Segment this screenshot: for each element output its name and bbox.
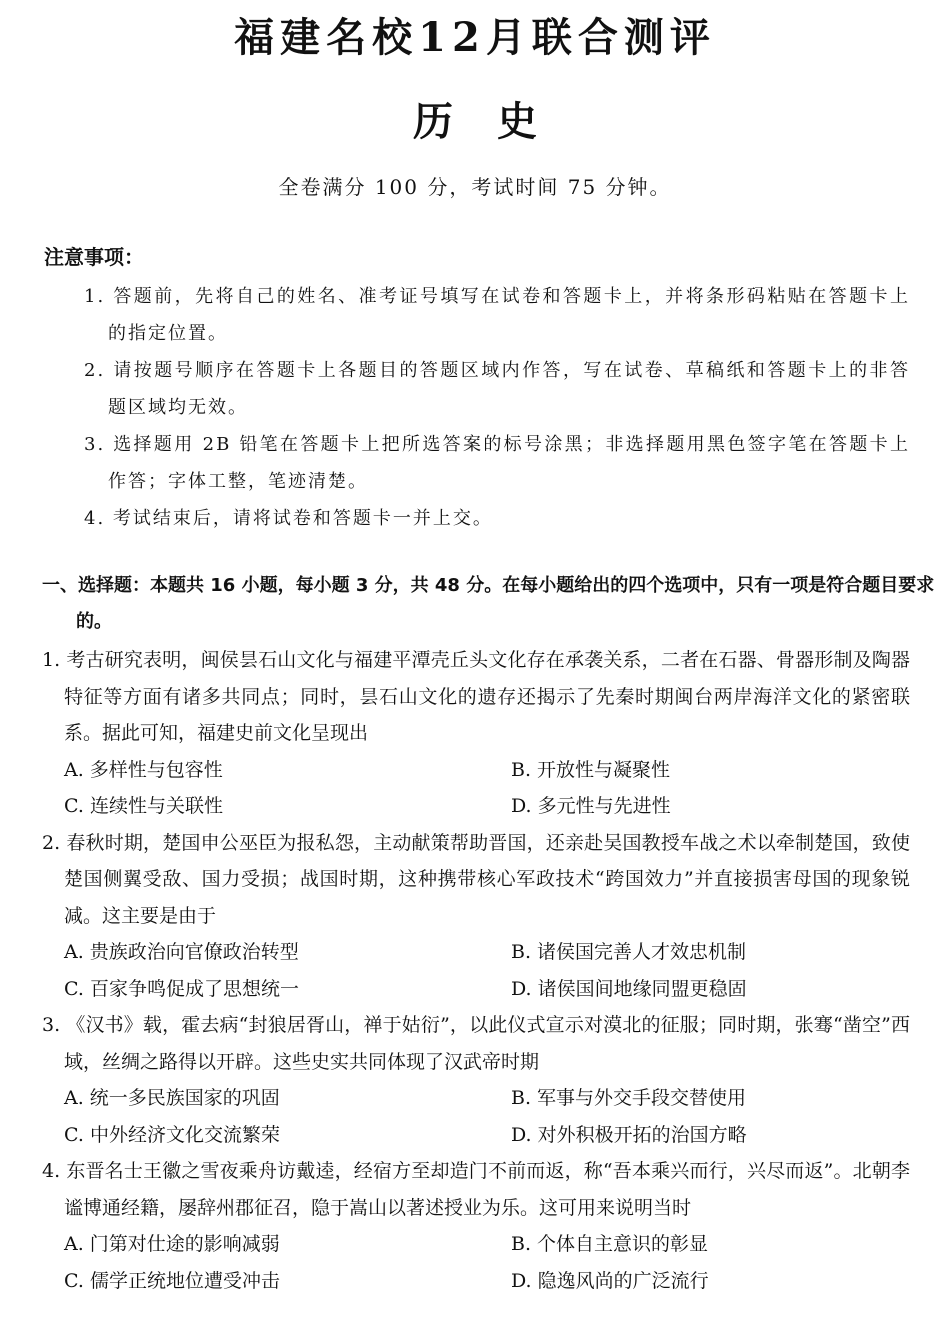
option-c: C. 中外经济文化交流繁荣 [64,1123,280,1146]
notice-heading: 注意事项： [44,245,144,269]
question-1 [42,642,910,825]
option-row [42,1226,910,1263]
question-stem: 3. 《汉书》载，霍去病“封狼居胥山，禅于姑衍”，以此仪式宣示对漠北的征服；同时期，张骞“凿空”西域，丝绸之路得以开辟。这些史实共同体现了汉武帝时期 [42,1014,910,1073]
option-row [42,1080,910,1117]
question-stem: 2. 春秋时期，楚国申公巫臣为报私怨，主动献策帮助晋国，还亲赴吴国教授车战之术以牵制楚国，致使楚国侧翼受敌、国力受损；战国时期，这种携带核心军政技术“跨国效力”并直接损害母国的现象锐减。这主要是由于 [42,831,910,927]
option-b: B. 诸侯国完善人才效忠机制 [511,941,747,963]
option-a: A. 贵族政治向官僚政治转型 [64,941,299,963]
exam-title: 福建名校12月联合测评 [234,16,716,61]
option-a: A. 门第对仕途的影响减弱 [64,1233,280,1255]
option-c: C. 儒学正统地位遭受冲击 [64,1269,280,1292]
option-d: D. 对外积极开拓的治国方略 [511,1123,747,1146]
notice-list [84,278,910,537]
exam-info: 全卷满分 100 分，考试时间 75 分钟。 [278,175,672,199]
notice-item: 2. 请按题号顺序在答题卡上各题目的答题区域内作答，写在试卷、草稿纸和答题卡上的非答题区域均无效。 [84,360,910,418]
option-row [42,934,910,971]
option-d: D. 诸侯国间地缘同盟更稳固 [511,977,747,1000]
question-3 [42,1007,910,1153]
option-b: B. 军事与外交手段交替使用 [511,1087,747,1109]
notice-item: 4. 考试结束后，请将试卷和答题卡一并上交。 [84,508,493,529]
option-row [42,971,910,1008]
question-4 [42,1153,910,1299]
subject-title: 历史 [413,98,581,145]
notice-item: 3. 选择题用 2B 铅笔在答题卡上把所选答案的标号涂黑；非选择题用黑色签字笔在答题卡上作答；字体工整，笔迹清楚。 [84,434,910,492]
option-d: D. 隐逸风尚的广泛流行 [511,1269,709,1292]
option-a: A. 多样性与包容性 [64,758,223,781]
question-stem: 1. 考古研究表明，闽侯昙石山文化与福建平潭壳丘头文化存在承袭关系，二者在石器、骨器形制及陶器特征等方面有诸多共同点；同时，昙石山文化的遗存还揭示了先秦时期闽台两岸海洋文化的紧密联系。据此可知，福建史前文化呈现出 [42,649,910,744]
option-b: B. 个体自主意识的彰显 [511,1233,709,1255]
option-d: D. 多元性与先进性 [511,795,671,817]
option-c: C. 连续性与关联性 [64,795,223,817]
question-list [42,642,910,1299]
option-a: A. 统一多民族国家的巩固 [64,1087,280,1109]
option-b: B. 开放性与凝聚性 [511,758,671,781]
option-c: C. 百家争鸣促成了思想统一 [64,977,299,1000]
section-heading: 一、选择题：本题共 16 小题，每小题 3 分，共 48 分。在每小题给出的四个选项中，只有一项是符合题目要求的。 [42,575,935,632]
option-row [42,1263,910,1300]
option-row [42,1117,910,1154]
question-stem: 4. 东晋名士王徽之雪夜乘舟访戴逵，经宿方至却造门不前而返，称“吾本乘兴而行，兴尽而返”。北朝李谧博通经籍，屡辞州郡征召，隐于嵩山以著述授业为乐。这可用来说明当时 [42,1160,910,1219]
question-2 [42,825,910,1008]
notice-item: 1. 答题前，先将自己的姓名、准考证号填写在试卷和答题卡上，并将条形码粘贴在答题卡上的指定位置。 [84,286,910,344]
option-row [42,752,910,789]
option-row [42,788,910,825]
